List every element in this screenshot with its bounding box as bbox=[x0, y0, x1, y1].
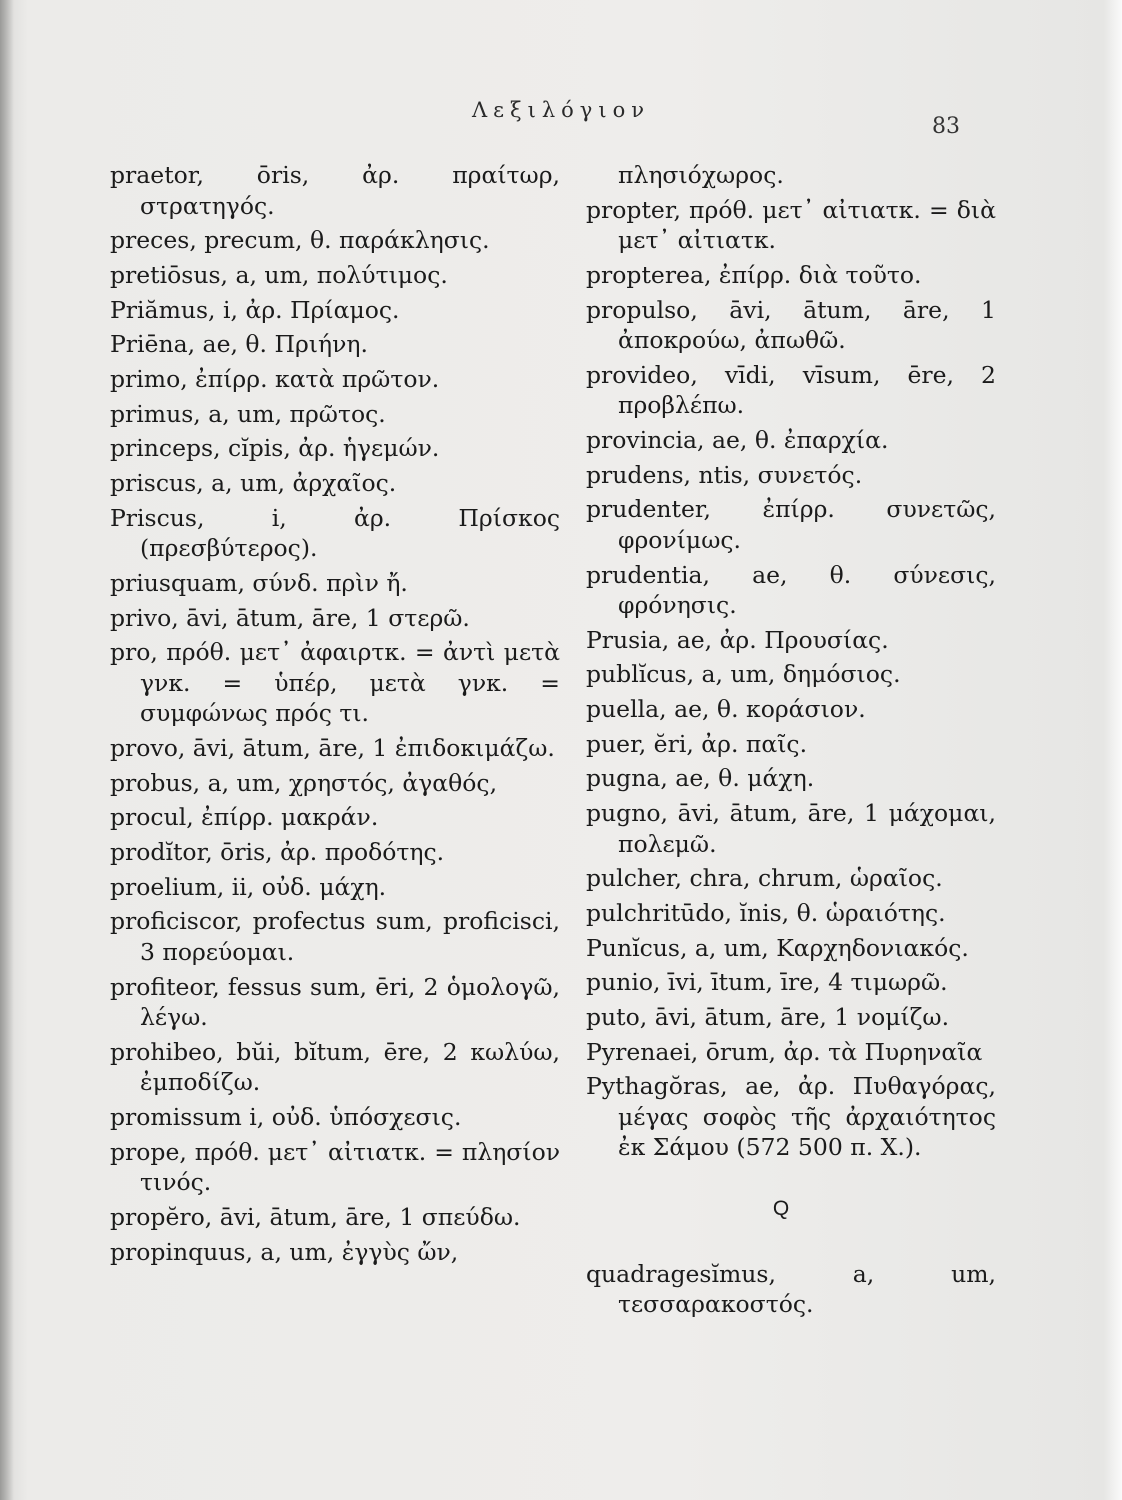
page-gutter-shadow bbox=[0, 0, 14, 1500]
dictionary-entry: praetor, ōris, ἀρ. πραίτωρ, στρατηγός. bbox=[110, 161, 560, 220]
dictionary-entry: puella, ae, θ. κοράσιον. bbox=[586, 695, 866, 724]
dictionary-entry: quadragesĭmus, a, um, τεσσαρακοστός. bbox=[586, 1259, 996, 1319]
dictionary-entry: proficiscor, profectus sum, proficisci, 3 πορεύομαι. bbox=[110, 907, 560, 966]
dictionary-entry: princeps, cĭpis, ἀρ. ἡγεμών. bbox=[110, 434, 440, 463]
dictionary-entry: puer, ĕri, ἀρ. παῖς. bbox=[586, 729, 808, 758]
dictionary-entry: prodĭtor, ōris, ἀρ. προδότης. bbox=[110, 838, 445, 866]
dictionary-entry: promissum i, οὐδ. ὑπόσχεσις. bbox=[110, 1102, 462, 1131]
dictionary-entry: puto, āvi, ātum, āre, 1 νομίζω. bbox=[586, 1003, 950, 1032]
dictionary-entry: Pyrenaei, ōrum, ἀρ. τὰ Πυρηναῖα bbox=[586, 1037, 983, 1066]
dictionary-entry: punio, īvi, ītum, īre, 4 τιμωρῶ. bbox=[586, 968, 948, 997]
dictionary-entry: propulso, āvi, ātum, āre, 1 ἀποκρούω, ἀπωθῶ. bbox=[586, 295, 996, 355]
dictionary-entry: pugno, āvi, ātum, āre, 1 μάχομαι, πολεμῶ. bbox=[586, 799, 996, 858]
dictionary-entry: prudens, ntis, συνετός. bbox=[586, 460, 863, 489]
dictionary-entry: privo, āvi, ātum, āre, 1 στερῶ. bbox=[110, 603, 470, 632]
dictionary-entry: pulcher, chra, chrum, ὡραῖος. bbox=[586, 864, 943, 893]
dictionary-entry: provincia, ae, θ. ἐπαρχία. bbox=[586, 425, 889, 454]
continued-entry: πλησιόχωρος. bbox=[618, 161, 784, 189]
dictionary-entry: Prusia, ae, ἀρ. Προυσίας. bbox=[586, 625, 889, 654]
dictionary-entry: primo, ἐπίρρ. κατὰ πρῶτον. bbox=[110, 364, 440, 393]
dictionary-entry: Priēna, ae, θ. Πριήνη. bbox=[110, 330, 368, 359]
dictionary-entry: propter, πρόθ. μετ᾽ αἰτιατκ. = διὰ μετ᾽ αἰτιατκ. bbox=[586, 195, 996, 255]
dictionary-entry: propinquus, a, um, ἐγγὺς ὤν, bbox=[110, 1237, 459, 1266]
dictionary-entry: Punĭcus, a, um, Καρχηδονιακός. bbox=[586, 933, 969, 962]
dictionary-entry: pugna, ae, θ. μάχη. bbox=[586, 764, 815, 793]
section-letter-heading: Q bbox=[772, 1196, 790, 1220]
dictionary-entry: Priscus, i, ἀρ. Πρίσκος (πρεσβύτερος). bbox=[110, 503, 560, 563]
dictionary-entry: probus, a, um, χρηστός, ἀγαθός, bbox=[110, 768, 498, 797]
dictionary-entry: Pythagŏras, ae, ἀρ. Πυθαγόρας, μέγας σοφὸς τῆς ἀρχαιότητος ἐκ Σάμου (572 500 π. Χ.). bbox=[586, 1072, 996, 1162]
right-column bbox=[586, 160, 996, 1324]
running-title: Λεξιλόγιον bbox=[472, 98, 650, 122]
left-column bbox=[110, 160, 560, 1271]
dictionary-entry: pretiōsus, a, um, πολύτιμος. bbox=[110, 260, 448, 289]
dictionary-entry: prope, πρόθ. μετ᾽ αἰτιατκ. = πλησίον τινός. bbox=[110, 1137, 560, 1197]
dictionary-entry: prohibeo, bŭi, bĭtum, ēre, 2 κωλύω, ἐμποδίζω. bbox=[110, 1037, 560, 1097]
dictionary-entry: prudenter, ἐπίρρ. συνετῶς, φρονίμως. bbox=[586, 495, 996, 554]
dictionary-entry: provideo, vīdi, vīsum, ēre, 2 προβλέπω. bbox=[586, 360, 996, 420]
dictionary-entry: primus, a, um, πρῶτος. bbox=[110, 399, 386, 428]
dictionary-entry: prudentia, ae, θ. σύνεσις, φρόνησις. bbox=[586, 560, 996, 619]
dictionary-entry: propĕro, āvi, ātum, āre, 1 σπεύδω. bbox=[110, 1202, 521, 1231]
dictionary-entry: Priămus, i, ἀρ. Πρίαμος. bbox=[110, 295, 400, 324]
dictionary-entry: publĭcus, a, um, δημόσιος. bbox=[586, 660, 901, 689]
dictionary-entry: provo, āvi, ātum, āre, 1 ἐπιδοκιμάζω. bbox=[110, 733, 555, 762]
dictionary-entry: pro, πρόθ. μετ᾽ ἀφαιρτκ. = ἀντὶ μετὰ γνκ. = ὑπέρ, μετὰ γνκ. = συμφώνως πρός τι. bbox=[110, 638, 560, 728]
dictionary-entry: profiteor, fessus sum, ēri, 2 ὁμολογῶ, λέγω. bbox=[110, 972, 560, 1032]
dictionary-entry: priusquam, σύνδ. πρὶν ἤ. bbox=[110, 568, 408, 597]
dictionary-entry: pulchritūdo, ĭnis, θ. ὡραιότης. bbox=[586, 899, 946, 927]
dictionary-entry: priscus, a, um, ἀρχαῖος. bbox=[110, 469, 397, 497]
dictionary-entry: procul, ἐπίρρ. μακράν. bbox=[110, 803, 379, 832]
page-number: 83 bbox=[932, 114, 960, 139]
dictionary-entry: proelium, ii, οὐδ. μάχη. bbox=[110, 872, 387, 901]
page-edge bbox=[1104, 0, 1122, 1500]
dictionary-entry: propterea, ἐπίρρ. διὰ τοῦτο. bbox=[586, 260, 922, 289]
dictionary-entry: preces, precum, θ. παράκλησις. bbox=[110, 226, 490, 255]
